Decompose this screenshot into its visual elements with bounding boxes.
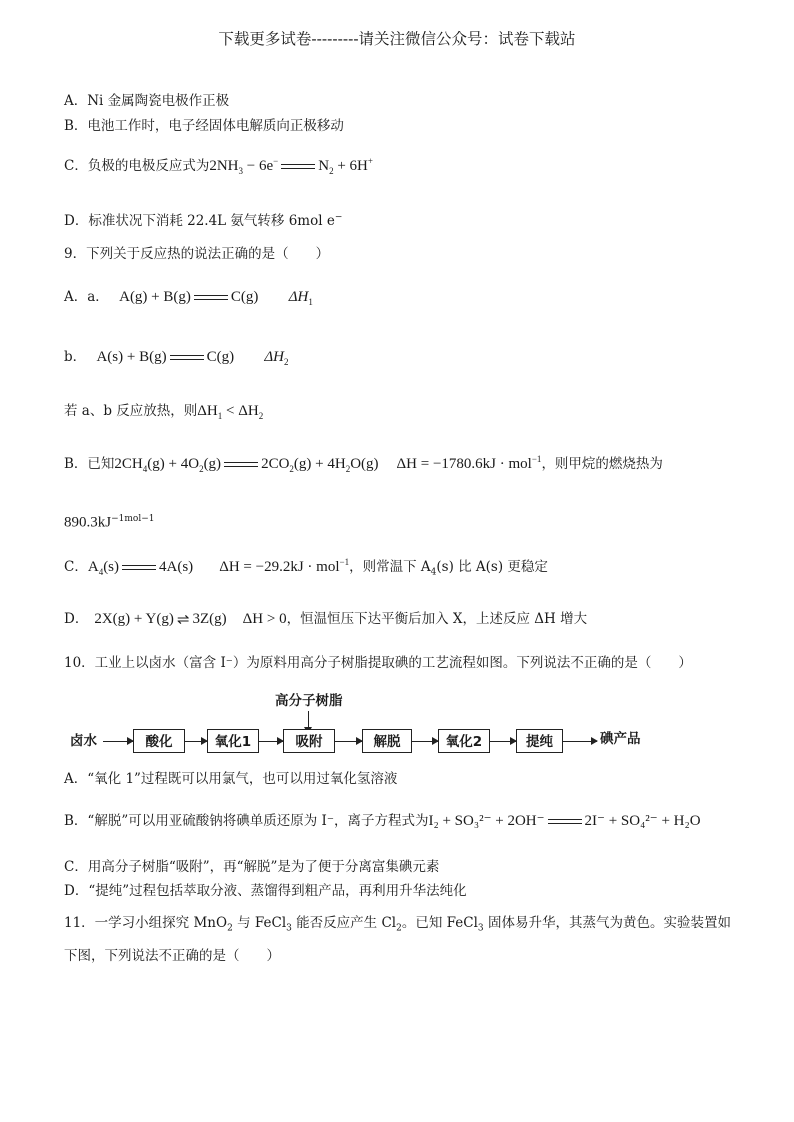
eq-part: I₂ + SO₃²⁻ + 2OH⁻ xyxy=(428,813,545,829)
flow-step-adsorb: 吸附 xyxy=(283,729,335,753)
flow-step-purify: 提纯 xyxy=(516,729,563,753)
q9-c-tail: ，则常温下 A xyxy=(349,559,431,575)
q8-option-c xyxy=(64,157,373,175)
q9-stem: 9．下列关于反应热的说法正确的是（ ） xyxy=(64,246,330,262)
eq-part: 2X(g) + Y(g) xyxy=(94,611,174,627)
q9-a-cond-eq xyxy=(197,403,263,419)
eq-part: 2I⁻ + SO₄²⁻ + H₂O xyxy=(584,813,701,829)
reversible-arrow-icon: ⇌ xyxy=(176,611,190,628)
equals-double-line xyxy=(170,355,204,360)
eq-sub: 1 xyxy=(217,411,223,421)
eq-sup: + xyxy=(367,156,373,166)
q9-option-d xyxy=(64,610,587,629)
eq-part: ΔH xyxy=(288,289,309,305)
q9-a-enthalpy xyxy=(289,289,313,305)
q8-c-prefix: C．负极的电极反应式为 xyxy=(64,158,210,174)
eq-part: 2NH xyxy=(209,158,239,174)
eq-part: A xyxy=(87,559,99,575)
q9-option-a-line-a xyxy=(64,288,313,306)
eq-part: ΔH = −29.2kJ · mol xyxy=(219,559,340,575)
q9-b-enthalpy xyxy=(264,349,288,365)
eq-part: ΔH = −1780.6kJ · mol xyxy=(396,456,532,472)
q9-c-tail: (s) 比 A(s) 更稳定 xyxy=(436,559,548,575)
q9-b-heat-value: 890.3kJ xyxy=(64,514,112,531)
q10-option-b xyxy=(64,812,701,830)
eq-sub: 2 xyxy=(258,411,264,421)
q9-c-enthalpy xyxy=(219,559,349,575)
flow-step-oxidize2: 氧化2 xyxy=(438,729,490,753)
q8-option-b: B．电池工作时，电子经固体电解质向正极移动 xyxy=(64,118,344,134)
q9-option-a-line-b xyxy=(64,348,289,366)
flow-start-label: 卤水 xyxy=(70,733,97,749)
eq-sub: 2 xyxy=(345,464,351,474)
eq-part: A(g) + B(g) xyxy=(119,289,191,305)
flow-arrow-icon xyxy=(259,741,283,742)
q10-option-c: C．用高分子树脂“吸附”，再“解脱”是为了便于分离富集碘元素 xyxy=(64,859,440,875)
equals-double-line xyxy=(548,819,582,824)
eq-part: (g) + 4O xyxy=(147,456,200,472)
q9-option-b-line2 xyxy=(64,510,154,532)
eq-part: (g) + 4H xyxy=(293,456,346,472)
eq-sub: 3 xyxy=(286,923,292,934)
eq-sub: 2 xyxy=(396,923,402,934)
q9-d-tail: ，恒温恒压下达平衡后加入 X，上述反应 ΔH 增大 xyxy=(286,611,588,627)
eq-sub: 2 xyxy=(284,357,289,367)
eq-part: 2CO xyxy=(261,456,290,472)
q9-b-opt-label: B．已知 xyxy=(64,456,115,472)
q9-option-a-condition xyxy=(64,402,263,420)
eq-sup: − xyxy=(273,156,279,166)
eq-sub: 2 xyxy=(329,166,334,176)
q8-option-a: A．Ni 金属陶瓷电极作正极 xyxy=(64,93,230,109)
q10-stem: 10．工业上以卤水（富含 I⁻）为原料用高分子树脂提取碘的工艺流程如图。下列说法不正确的是（ ） xyxy=(64,655,692,671)
eq-part: 3Z(g) xyxy=(192,611,227,627)
q11-part: 。已知 FeCl xyxy=(401,915,478,931)
eq-part: C(g) xyxy=(206,349,235,365)
flow-arrow-icon xyxy=(412,741,438,742)
eq-sup: −1mol−1 xyxy=(111,514,155,524)
q11-stem-line2: 下图，下列说法不正确的是（ ） xyxy=(64,948,280,964)
eq-part: O(g) xyxy=(350,456,379,472)
eq-sub: 1 xyxy=(308,297,313,307)
eq-part: A(s) + B(g) xyxy=(96,349,167,365)
q9-b-label: b． xyxy=(64,349,87,365)
q9-d-enthalpy: ΔH > 0 xyxy=(242,611,287,627)
q9-b-opt-equation xyxy=(114,456,378,472)
q8-c-equation xyxy=(209,158,373,174)
q10-option-d: D．“提纯”过程包括萃取分液、蒸馏得到粗产品，再利用升华法纯化 xyxy=(64,883,467,899)
eq-sub: 4 xyxy=(98,567,104,577)
eq-sub: 2 xyxy=(199,464,204,474)
eq-part: ΔH xyxy=(264,349,285,365)
q11-stem-line1 xyxy=(64,914,731,932)
q11-part: 与 FeCl xyxy=(232,915,287,931)
eq-part: (s) xyxy=(103,559,120,575)
eq-part: C(g) xyxy=(230,289,259,305)
page-header: 下载更多试卷---------请关注微信公众号：试卷下载站 xyxy=(218,30,576,48)
q8-d-text: D．标准状况下消耗 22.4L 氨气转移 6mol e xyxy=(64,213,335,229)
q9-d-equation xyxy=(94,611,226,627)
eq-part: ΔH xyxy=(197,403,218,419)
q9-b-tail: ，则甲烷的燃烧热为 xyxy=(541,456,663,472)
q10-option-a: A．“氧化 1”过程既可以用氯气，也可以用过氧化氢溶液 xyxy=(64,771,398,787)
q9-c-label: C． xyxy=(64,559,88,575)
eq-part: < ΔH xyxy=(222,403,259,419)
eq-sub: 4 xyxy=(142,464,148,474)
flow-arrow-icon xyxy=(103,741,133,742)
eq-sub: 2 xyxy=(227,923,233,934)
flow-end-label: 碘产品 xyxy=(600,731,641,747)
equals-double-line xyxy=(224,462,258,467)
flow-step-desorb: 解脱 xyxy=(362,729,412,753)
equals-double-line xyxy=(194,295,228,300)
eq-sub: 4 xyxy=(430,567,437,578)
q9-c-equation xyxy=(88,559,193,575)
eq-sub: 2 xyxy=(289,464,294,474)
q11-part: 固体易升华，其蒸气为黄色。实验装置如 xyxy=(483,915,731,931)
eq-part: 2CH xyxy=(114,456,143,472)
q10-b-equation xyxy=(428,813,700,829)
eq-part: (g) xyxy=(203,456,222,472)
flow-step-acidify: 酸化 xyxy=(133,729,185,753)
q9-option-b xyxy=(64,455,663,473)
q9-d-label: D． xyxy=(64,611,89,627)
eq-part: 4A(s) xyxy=(159,559,194,575)
eq-sup: − xyxy=(334,212,343,223)
eq-part: N xyxy=(318,158,330,174)
flow-resin-label: 高分子树脂 xyxy=(275,693,343,709)
eq-sup: −1 xyxy=(339,557,350,567)
flow-arrow-icon xyxy=(563,741,597,742)
flow-step-oxidize1: 氧化1 xyxy=(207,729,259,753)
eq-sub: 3 xyxy=(238,166,244,176)
equals-double-line xyxy=(122,565,156,570)
q9-a-cond-text: 若 a、b 反应放热，则 xyxy=(64,403,198,419)
flow-arrow-icon xyxy=(490,741,516,742)
equals-double-line xyxy=(281,164,315,169)
eq-sup: −1 xyxy=(531,454,542,464)
q9-b-enthalpy-value xyxy=(397,456,542,472)
q8-option-d xyxy=(64,212,342,230)
q11-part: 能否反应产生 Cl xyxy=(291,915,397,931)
q9-b-equation xyxy=(96,349,234,365)
q9-a-equation xyxy=(119,289,258,305)
flow-arrow-icon xyxy=(185,741,207,742)
q9-a-label: A．a． xyxy=(64,289,109,305)
flow-arrow-icon xyxy=(335,741,362,742)
q9-option-c xyxy=(64,558,548,576)
q10-b-prefix: B．“解脱”可以用亚硫酸钠将碘单质还原为 I⁻，离子方程式为 xyxy=(64,813,429,829)
eq-part: − 6e xyxy=(243,158,274,174)
eq-sub: 3 xyxy=(477,923,484,934)
q11-part: 11．一学习小组探究 MnO xyxy=(64,915,228,931)
eq-part: + 6H xyxy=(333,158,368,174)
